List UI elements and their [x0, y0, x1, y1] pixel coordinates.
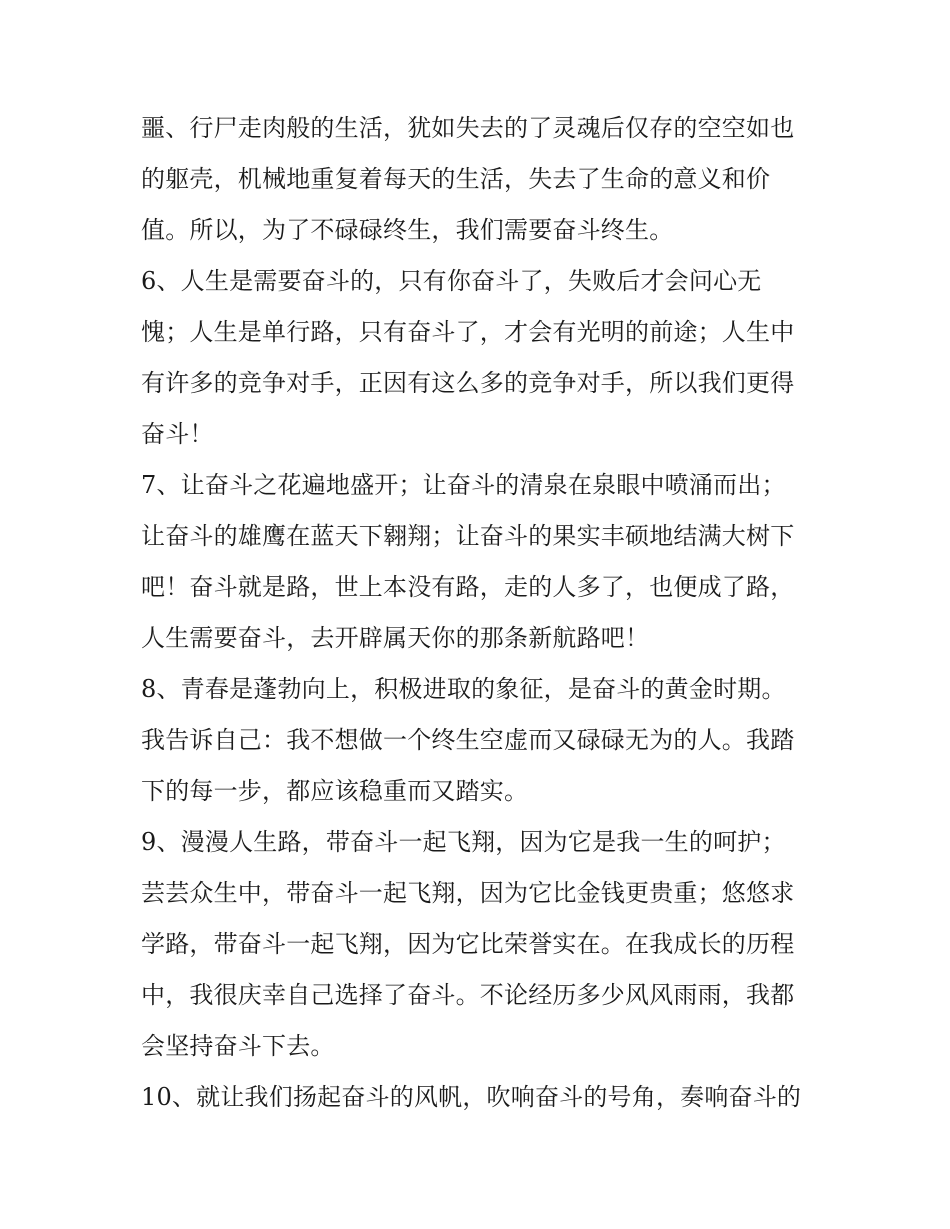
- text-line: 芸芸众生中，带奋斗一起飞翔，因为它比金钱更贵重；悠悠求: [141, 879, 795, 907]
- text-line: 愧；人生是单行路，只有奋斗了，才会有光明的前途；人生中: [141, 318, 795, 346]
- text-line: 的躯壳，机械地重复着每天的生活，失去了生命的意义和价: [141, 165, 771, 193]
- text-line: 吧！奋斗就是路，世上本没有路，走的人多了，也便成了路，: [141, 573, 795, 601]
- text-line: 7、让奋斗之花遍地盛开；让奋斗的清泉在泉眼中喷涌而出；: [141, 471, 786, 499]
- text-line: 中，我很庆幸自己选择了奋斗。不论经历多少风风雨雨，我都: [141, 981, 795, 1009]
- text-line: 让奋斗的雄鹰在蓝天下翱翔；让奋斗的果实丰硕地结满大树下: [141, 522, 795, 550]
- paragraph-item-7: [141, 460, 821, 664]
- text-line: 9、漫漫人生路，带奋斗一起飞翔，因为它是我一生的呵护；: [141, 828, 786, 856]
- text-line: 值。所以，为了不碌碌终生，我们需要奋斗终生。: [141, 216, 674, 244]
- paragraph-item-6: [141, 256, 821, 460]
- paragraph-item-9: [141, 817, 821, 1072]
- paragraph-item-10: [141, 1072, 821, 1123]
- text-line: 10、就让我们扬起奋斗的风帆，吹响奋斗的号角，奏响奋斗的: [141, 1083, 802, 1111]
- text-line: 会坚持奋斗下去。: [141, 1032, 335, 1060]
- text-line: 我告诉自己：我不想做一个终生空虚而又碌碌无为的人。我踏: [141, 726, 795, 754]
- document-body: [141, 103, 821, 1123]
- text-line: 奋斗！: [141, 420, 214, 448]
- text-line: 8、青春是蓬勃向上，积极进取的象征，是奋斗的黄金时期。: [141, 675, 786, 703]
- text-line: 人生需要奋斗，去开辟属天你的那条新航路吧！: [141, 624, 650, 652]
- text-line: 有许多的竞争对手，正因有这么多的竞争对手，所以我们更得: [141, 369, 795, 397]
- text-line: 噩、行尸走肉般的生活，犹如失去的了灵魂后仅存的空空如也: [141, 114, 795, 142]
- text-line: 学路，带奋斗一起飞翔，因为它比荣誉实在。在我成长的历程: [141, 930, 795, 958]
- text-line: 6、人生是需要奋斗的，只有你奋斗了，失败后才会问心无: [141, 267, 762, 295]
- text-line: 下的每一步，都应该稳重而又踏实。: [141, 777, 529, 805]
- paragraph-item-8: [141, 664, 821, 817]
- paragraph-continued: [141, 103, 821, 256]
